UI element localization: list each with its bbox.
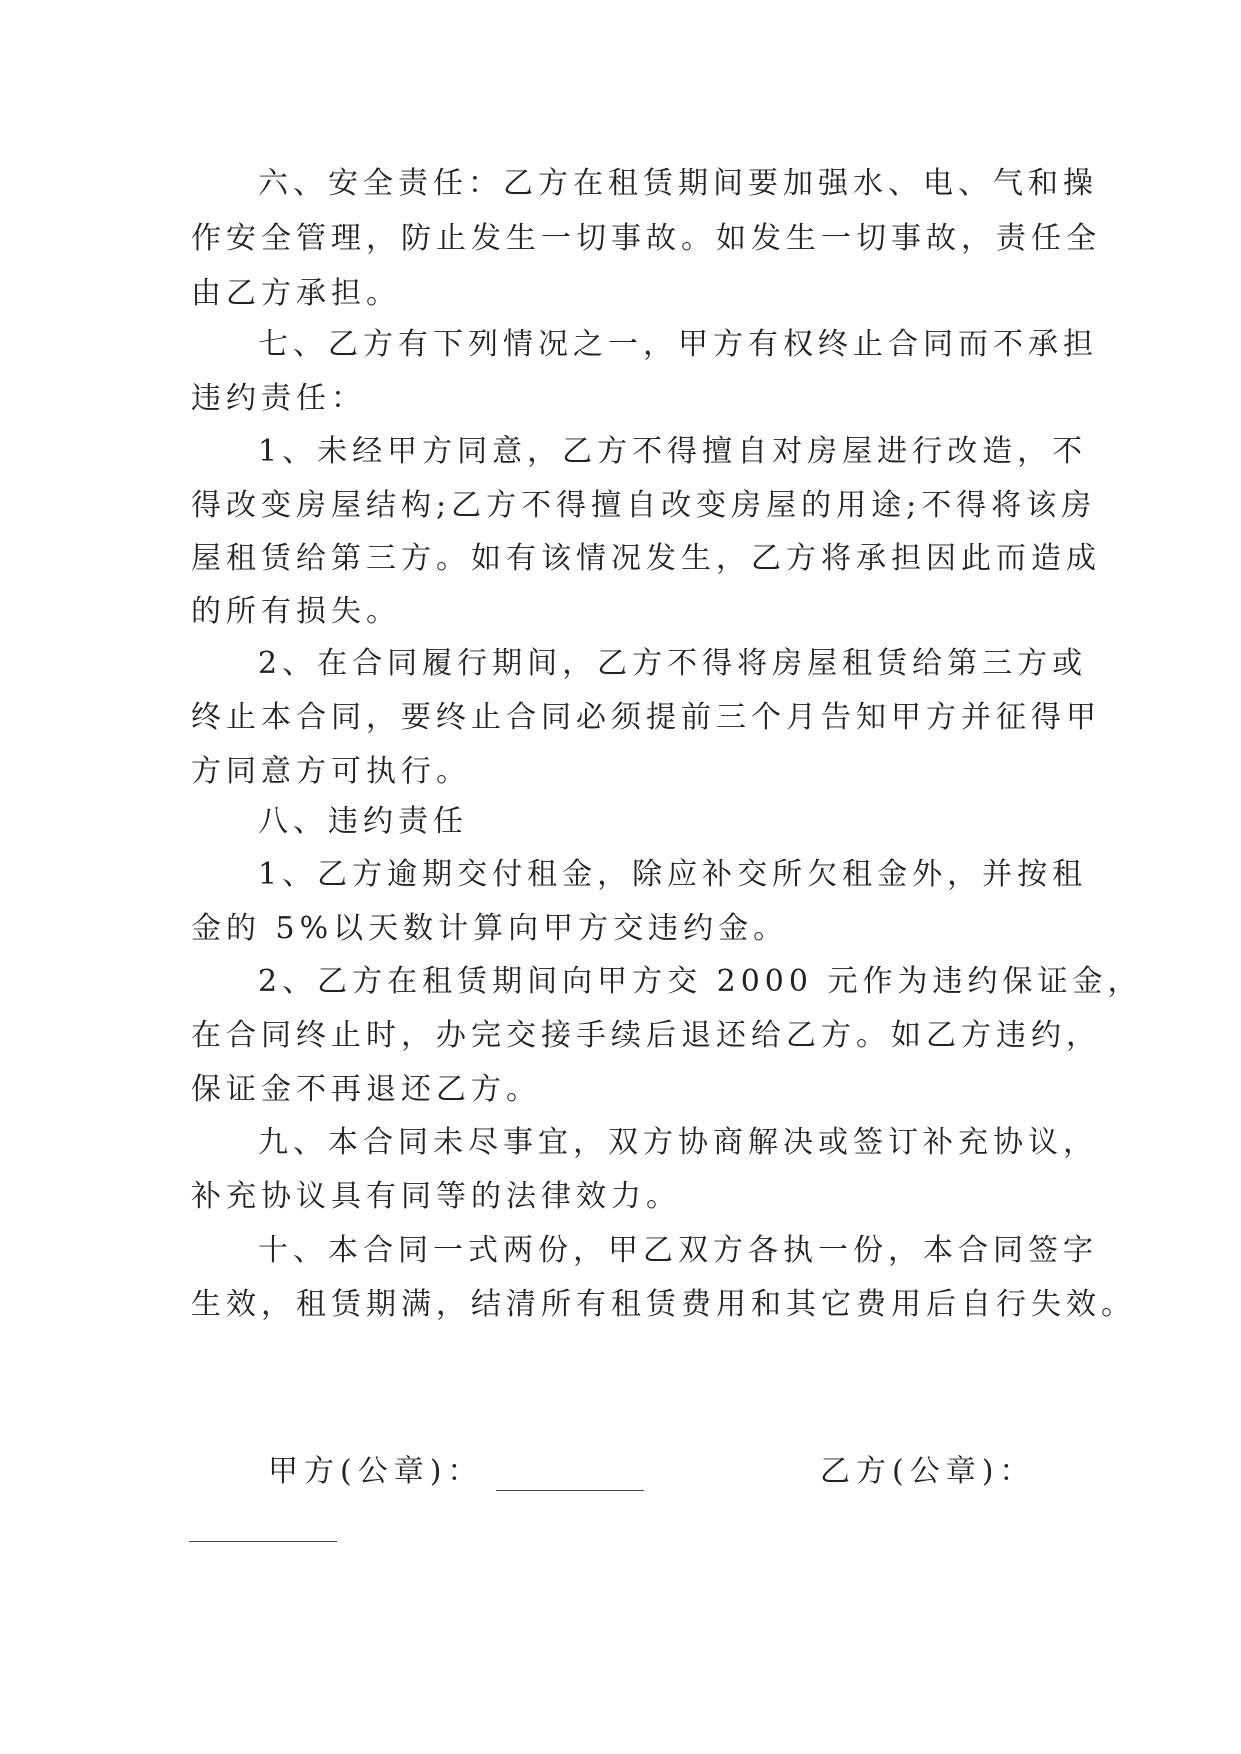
clause-8-item-2-line-2: 在合同终止时，办完交接手续后退还给乙方。如乙方违约， xyxy=(191,1018,1101,1053)
clause-7-line-2: 违约责任： xyxy=(191,381,366,416)
clause-6-line-1: 六、安全责任：乙方在租赁期间要加强水、电、气和操 xyxy=(258,166,1098,201)
party-a-signature-blank xyxy=(496,1490,644,1491)
clause-7-item-2-line-3: 方同意方可执行。 xyxy=(191,754,471,789)
clause-6-line-2: 作安全管理，防止发生一切事故。如发生一切事故，责任全 xyxy=(191,221,1101,256)
clause-7-item-2-line-1: 2、在合同履行期间，乙方不得将房屋租赁给第三方或 xyxy=(258,646,1088,681)
clause-7-item-1-line-2: 得改变房屋结构;乙方不得擅自改变房屋的用途;不得将该房 xyxy=(191,488,1097,523)
clause-8-item-1-line-2: 金的 5%以天数计算向甲方交违约金。 xyxy=(191,911,789,946)
party-b-seal-label: 乙方(公章)： xyxy=(820,1454,1036,1489)
clause-9-line-1: 九、本合同未尽事宜，双方协商解决或签订补充协议， xyxy=(258,1125,1098,1160)
party-b-signature-blank xyxy=(189,1541,337,1542)
clause-8-heading: 八、违约责任 xyxy=(258,804,468,839)
clause-8-item-2-line-3: 保证金不再退还乙方。 xyxy=(191,1072,541,1107)
clause-7-item-2-line-2: 终止本合同，要终止合同必须提前三个月告知甲方并征得甲 xyxy=(191,700,1101,735)
party-a-seal-label: 甲方(公章)： xyxy=(268,1454,484,1489)
clause-7-item-1-line-4: 的所有损失。 xyxy=(191,594,401,629)
clause-10-line-2: 生效，租赁期满，结清所有租赁费用和其它费用后自行失效。 xyxy=(191,1287,1136,1322)
clause-10-line-1: 十、本合同一式两份，甲乙双方各执一份，本合同签字 xyxy=(258,1233,1098,1268)
clause-6-line-3: 由乙方承担。 xyxy=(191,276,401,311)
clause-8-item-1-line-1: 1、乙方逾期交付租金，除应补交所欠租金外，并按租 xyxy=(258,857,1088,892)
clause-7-item-1-line-3: 屋租赁给第三方。如有该情况发生，乙方将承担因此而造成 xyxy=(191,541,1101,576)
clause-7-line-1: 七、乙方有下列情况之一，甲方有权终止合同而不承担 xyxy=(258,327,1098,362)
clause-8-item-2-line-1: 2、乙方在租赁期间向甲方交 2000 元作为违约保证金， xyxy=(258,964,1143,999)
clause-9-line-2: 补充协议具有同等的法律效力。 xyxy=(191,1179,681,1214)
clause-7-item-1-line-1: 1、未经甲方同意，乙方不得擅自对房屋进行改造，不 xyxy=(258,434,1088,469)
